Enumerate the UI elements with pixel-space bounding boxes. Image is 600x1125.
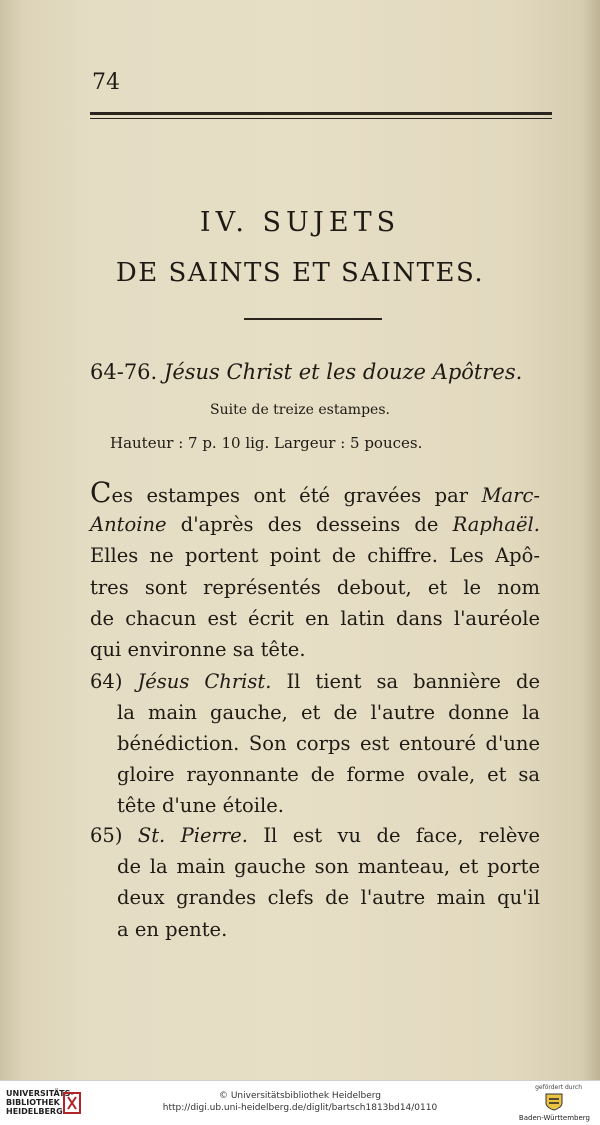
state-crest-icon [542, 1093, 566, 1111]
entry-description: Suite de treize estampes. [210, 402, 390, 418]
section-divider [244, 318, 382, 320]
state-name: Baden-Württemberg [518, 1114, 590, 1122]
entry-line: de la main gauche son manteau, et porte [117, 855, 540, 878]
drop-cap: C [90, 476, 112, 509]
entry-line: a en pente. [117, 918, 228, 941]
header-rule-thick [90, 112, 552, 115]
entry-title: Jésus Christ et les douze Apôtres. [163, 360, 523, 384]
copyright-notice: © Universitätsbibliothek Heidelberg [218, 1091, 381, 1101]
entry-number: 64-76. [90, 360, 158, 384]
entry-dimensions: Hauteur : 7 p. 10 lig. Largeur : 5 pouces. [110, 434, 423, 452]
funded-by-label: gefördert durch [535, 1084, 582, 1091]
permalink[interactable]: http://digi.ub.uni-heidelberg.de/diglit/bartsch1813bd14/0110 [162, 1103, 438, 1113]
paragraph-line: Antoine d'après des desseins de Raphaël. [90, 513, 540, 536]
entry-line: deux grandes clefs de l'autre main qu'il [117, 886, 540, 909]
paragraph-line: qui environne sa tête. [90, 638, 306, 661]
section-title: IV. SUJETS [199, 207, 401, 238]
entry-line: tête d'une étoile. [117, 794, 284, 817]
entry-line: gloire rayonnante de forme ovale, et sa [117, 763, 540, 786]
library-logo-text: UNIVERSITÄTS- BIBLIOTHEK HEIDELBERG [6, 1089, 74, 1116]
entry-name: Jésus Christ. [137, 670, 272, 693]
paragraph-line: Ces estampes ont été gravées par Marc- [90, 476, 540, 509]
paragraph-line: tres sont représentés debout, et le nom [90, 576, 540, 599]
entry-line: bénédiction. Son corps est entouré d'une [117, 732, 540, 755]
paragraph-line: Elles ne portent point de chiffre. Les Apô- [90, 544, 540, 567]
entry-heading [90, 360, 522, 384]
entry-line: la main gauche, et de l'autre donne la [117, 701, 540, 724]
entry-line: 64) Jésus Christ. Il tient sa bannière de [90, 670, 540, 693]
paragraph-line: de chacun est écrit en latin dans l'auréole [90, 607, 540, 630]
viewer-footer [0, 1080, 600, 1125]
section-subtitle: DE SAINTS ET SAINTES. [115, 258, 485, 288]
entry-line: 65) St. Pierre. Il est vu de face, relève [90, 824, 541, 847]
page-number: 74 [92, 70, 120, 95]
entry-name: St. Pierre. [137, 824, 248, 847]
header-rule-thin [90, 118, 552, 119]
